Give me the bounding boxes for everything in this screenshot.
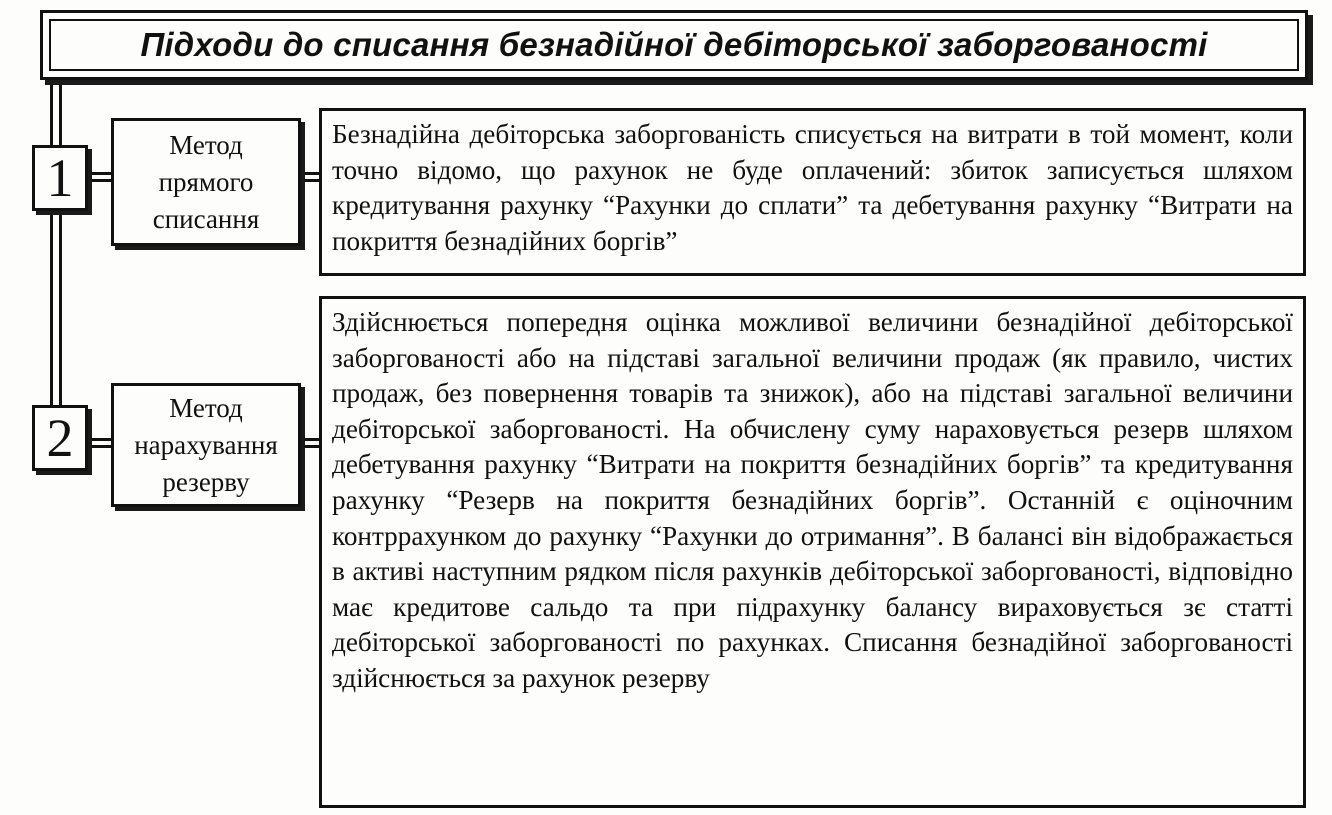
title-frame [40,10,1308,80]
number-2-label: 2 [46,408,74,468]
number-badge-1 [32,145,88,211]
connector-2-right [300,438,321,448]
method-1-line-1: Метод [169,129,243,160]
connector-1-left [88,172,112,182]
number-1-label: 1 [46,148,74,208]
method-2-description: Здійснюється попередня оцінка можливої величини безнадійної дебіторської заборгованості або на підставі загальної величини продаж (як правило, чистих продаж, без повернення товарів та знижок), або на підставі загальної величини дебіторської заборгованості. На обчислену суму нараховується резерв шляхом дебетування рахунку “Витрати на покриття безнадійних боргів” та кредитування рахунку “Резерв на покриття безнадійних боргів”. Останній є оціночним контррахунком до рахунку “Рахунки до отримання”. В балансі він відображається в активі наступним рядком після рахунків дебіторської заборгованості, відповідно має кредитове сальдо та при підрахунку балансу вираховується зє статті дебіторської заборгованості по рахунках. Списання безнадійної заборгованості здійснюється за рахунок резерву [332,307,1293,693]
number-badge-2 [32,405,88,471]
method-1-description: Безнадійна дебіторська заборгованість списується на витрати в той момент, коли точно відомо, що рахунок не буде оплачений: збиток записується шляхом кредитування рахунку “Рахунки до сплати” та дебетування рахунку “Витрати на покриття безнадійних боргів” [332,119,1293,256]
connector-1-right [300,172,321,182]
description-box-1 [319,108,1306,276]
method-2-line-3: резерву [162,466,250,497]
trunk-connector [50,80,62,430]
method-1-line-2: прямого [158,166,254,197]
method-box-direct-write-off [111,118,301,246]
method-2-line-1: Метод [169,392,243,423]
method-2-line-2: нарахування [134,429,278,460]
connector-2-left [88,438,112,448]
diagram-title: Підходи до списання безнадійної дебіторської заборгованості [140,26,1208,63]
method-1-line-3: списання [152,203,260,234]
method-box-allowance [111,383,301,507]
title-inner-frame [49,19,1299,71]
description-box-2 [319,296,1306,808]
